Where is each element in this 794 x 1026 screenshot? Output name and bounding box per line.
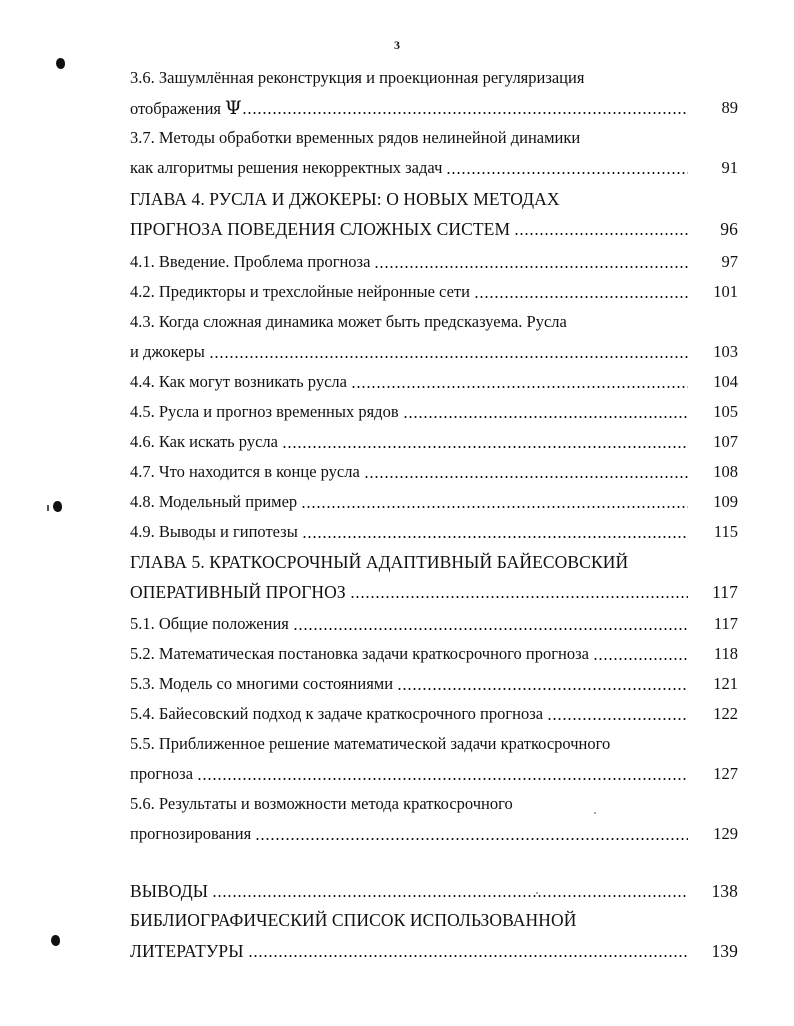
- dot-leader: [212, 895, 688, 897]
- dot-leader: [282, 446, 688, 448]
- dot-leader: [301, 506, 688, 508]
- dot-leader: [364, 476, 688, 478]
- toc-entry-title: 5.6. Результаты и возможности метода краткосрочного: [130, 794, 513, 813]
- toc-page-number: 117: [713, 614, 738, 633]
- toc-entry-title: как алгоритмы решения некорректных задач: [130, 158, 443, 177]
- dot-leader: [209, 356, 688, 358]
- toc-page-number: 138: [711, 881, 738, 901]
- toc-page-number: 127: [713, 764, 738, 783]
- dot-leader: [351, 386, 688, 388]
- toc-page-number: 91: [721, 158, 738, 177]
- toc-entry-line: [130, 733, 742, 755]
- toc-entry-line: [130, 673, 742, 695]
- toc-page-number: 121: [713, 674, 738, 693]
- toc-chapter-line: [130, 218, 742, 240]
- toc-chapter-line: [130, 880, 742, 902]
- scan-mark: [53, 501, 62, 512]
- dot-leader: [397, 688, 688, 690]
- toc-page-number: 103: [713, 342, 738, 361]
- toc-entry-line: [130, 157, 742, 179]
- toc-page-number: 104: [713, 372, 738, 391]
- dot-leader: [446, 172, 688, 174]
- toc-entry-line: [130, 251, 742, 273]
- toc-entry-line: [130, 371, 742, 393]
- toc-entry-line: [130, 97, 742, 119]
- toc-entry-title: 4.1. Введение. Проблема прогноза: [130, 252, 371, 271]
- toc-entry-title: ГЛАВА 4. РУСЛА И ДЖОКЕРЫ: О НОВЫХ МЕТОДАХ: [130, 189, 560, 209]
- toc-entry-title: и джокеры: [130, 342, 205, 361]
- toc-entry-line: [130, 823, 742, 845]
- toc-page-number: 96: [720, 219, 738, 239]
- dot-leader: [514, 233, 688, 235]
- page-number: 3: [394, 38, 400, 52]
- toc-page-number: 118: [713, 644, 738, 663]
- toc-page-number: 108: [713, 462, 738, 481]
- toc-entry-title: 5.4. Байесовский подход к задаче краткосрочного прогноза: [130, 704, 544, 723]
- toc-entry-line: [130, 431, 742, 453]
- toc-entry-title: 4.2. Предикторы и трехслойные нейронные сети: [130, 282, 470, 301]
- dot-leader: [197, 778, 688, 780]
- toc-entry-title: 3.7. Методы обработки временных рядов нелинейной динамики: [130, 128, 581, 147]
- toc-entry-title: ОПЕРАТИВНЫЙ ПРОГНОЗ: [130, 582, 346, 602]
- dot-leader: [255, 838, 688, 840]
- dot-leader: [403, 416, 688, 418]
- toc-entry-symbol: Ψ: [225, 97, 242, 119]
- toc-chapter-line: [130, 940, 742, 962]
- toc-entry-title: 4.4. Как могут возникать русла: [130, 372, 347, 391]
- toc-entry-title: 4.7. Что находится в конце русла: [130, 462, 360, 481]
- toc-page-number: 101: [713, 282, 738, 301]
- toc-entry-line: [130, 521, 742, 543]
- toc-entry-title: ВЫВОДЫ: [130, 881, 209, 901]
- toc-entry-line: [130, 341, 742, 363]
- toc-entry-line: [130, 491, 742, 513]
- toc-page-number: 122: [713, 704, 738, 723]
- toc-entry-title: 4.6. Как искать русла: [130, 432, 278, 451]
- toc-entry-title: 5.3. Модель со многими состояниями: [130, 674, 394, 693]
- toc-entry-line: [130, 281, 742, 303]
- toc-entry-title: отображения: [130, 99, 221, 118]
- toc-page-number: 89: [721, 98, 738, 117]
- scan-mark: [47, 505, 49, 511]
- dot-leader: [474, 296, 688, 298]
- dot-leader: [547, 718, 688, 720]
- toc-entry-line: [130, 127, 742, 149]
- toc-page-number: 117: [712, 582, 738, 602]
- toc-page-number: 115: [713, 522, 738, 541]
- toc-entry-title: 4.3. Когда сложная динамика может быть предсказуема. Русла: [130, 312, 567, 331]
- toc-chapter-line: [130, 581, 742, 603]
- toc-chapter-line: [130, 551, 742, 573]
- dot-leader: [248, 955, 688, 957]
- toc-entry-line: [130, 793, 742, 815]
- toc-entry-title: 4.9. Выводы и гипотезы: [130, 522, 298, 541]
- toc-page-number: 107: [713, 432, 738, 451]
- toc-entry-line: [130, 703, 742, 725]
- toc-entry-line: [130, 401, 742, 423]
- toc-entry-title: 4.8. Модельный пример: [130, 492, 298, 511]
- toc-chapter-line: [130, 188, 742, 210]
- toc-entry-title: 5.2. Математическая постановка задачи краткосрочного прогноза: [130, 644, 589, 663]
- dot-leader: [593, 658, 688, 660]
- toc-entry-title: ЛИТЕРАТУРЫ: [130, 941, 244, 961]
- dot-leader: [350, 596, 688, 598]
- toc-entry-title: 5.5. Приближенное решение математической задачи краткосрочного: [130, 734, 611, 753]
- scan-speck: [536, 892, 538, 894]
- scan-mark: [51, 935, 60, 946]
- dot-leader: [302, 536, 688, 538]
- toc-page-number: 97: [721, 252, 738, 271]
- toc-entry-line: [130, 613, 742, 635]
- scan-speck: [594, 812, 596, 814]
- toc-entry-line: [130, 311, 742, 333]
- toc-page-number: 105: [713, 402, 738, 421]
- dot-leader: [293, 628, 688, 630]
- scan-mark: [56, 58, 65, 69]
- dot-leader: [242, 112, 688, 114]
- toc-page-number: 139: [711, 941, 738, 961]
- toc-entry-title: 5.1. Общие положения: [130, 614, 289, 633]
- toc-entry-title: 4.5. Русла и прогноз временных рядов: [130, 402, 399, 421]
- dot-leader: [374, 266, 688, 268]
- toc-entry-title: прогнозирования: [130, 824, 252, 843]
- toc-entry-title: прогноза: [130, 764, 194, 783]
- toc-entry-line: [130, 461, 742, 483]
- toc-entry-title: ПРОГНОЗА ПОВЕДЕНИЯ СЛОЖНЫХ СИСТЕМ: [130, 219, 511, 239]
- toc-entry-title: БИБЛИОГРАФИЧЕСКИЙ СПИСОК ИСПОЛЬЗОВАННОЙ: [130, 910, 577, 930]
- toc-entry-line: [130, 643, 742, 665]
- toc-entry-line: [130, 67, 742, 89]
- toc-page-number: 109: [713, 492, 738, 511]
- toc-page-number: 129: [713, 824, 738, 843]
- toc-entry-title: ГЛАВА 5. КРАТКОСРОЧНЫЙ АДАПТИВНЫЙ БАЙЕСОВСКИЙ: [130, 552, 629, 572]
- toc-entry-line: [130, 763, 742, 785]
- toc-chapter-line: [130, 909, 742, 931]
- toc-entry-title: 3.6. Зашумлённая реконструкция и проекционная регуляризация: [130, 68, 585, 87]
